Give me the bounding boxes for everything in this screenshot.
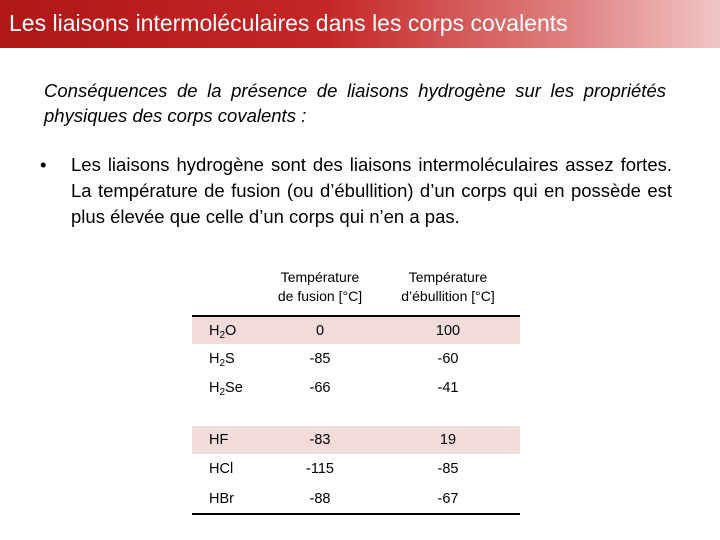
fusion-cell: 0 bbox=[315, 322, 325, 339]
fusion-cell: -66 bbox=[309, 380, 331, 396]
table-row bbox=[192, 373, 520, 403]
table-row bbox=[192, 426, 520, 454]
formula-cell: HF bbox=[209, 432, 229, 448]
table-row bbox=[192, 454, 520, 484]
formula-cell: $H_2Se$ bbox=[209, 380, 243, 398]
ebullition-cell: -60 bbox=[437, 350, 459, 367]
table-row bbox=[192, 484, 520, 515]
bullet-icon: • bbox=[40, 154, 47, 175]
fusion-cell: -83 bbox=[309, 432, 331, 448]
temperature-table bbox=[192, 268, 520, 515]
fusion-cell: -88 bbox=[309, 490, 331, 507]
formula-cell: $H_2O$ bbox=[209, 322, 237, 341]
table-spacer bbox=[192, 403, 520, 426]
table-row bbox=[192, 344, 520, 373]
header-empty-cell bbox=[192, 268, 264, 315]
fusion-cell: -115 bbox=[306, 461, 334, 477]
slide-title: Les liaisons intermoléculaires dans les corps covalents bbox=[9, 10, 568, 36]
bullet-text: Les liaisons hydrogène sont des liaisons intermoléculaires assez fortes. La température de fusion (ou d’ébullition) d’un corps qui en possède est plus élevée que celle d’un corps qui n’en a pas. bbox=[71, 154, 672, 227]
ebullition-cell: -85 bbox=[437, 461, 459, 477]
header-fusion: Température de fusion [°C] bbox=[277, 269, 363, 304]
header-ebullition: Température d’ébullition [°C] bbox=[401, 269, 495, 304]
title-bar bbox=[0, 0, 720, 48]
bullet-point bbox=[40, 152, 672, 230]
ebullition-cell: -67 bbox=[437, 490, 459, 507]
fusion-cell: -85 bbox=[309, 350, 331, 367]
ebullition-cell: 100 bbox=[435, 322, 461, 339]
table-header bbox=[192, 268, 520, 317]
formula-cell: HCl bbox=[209, 461, 234, 477]
ebullition-cell: -41 bbox=[437, 380, 459, 396]
ebullition-cell: 19 bbox=[439, 432, 457, 448]
intro-text: Conséquences de la présence de liaisons hydrogène sur les propriétés physiques des corps covalents : bbox=[44, 80, 666, 126]
table-row bbox=[192, 317, 520, 344]
formula-cell: $H_2S$ bbox=[209, 350, 235, 369]
formula-cell: HBr bbox=[209, 490, 234, 507]
